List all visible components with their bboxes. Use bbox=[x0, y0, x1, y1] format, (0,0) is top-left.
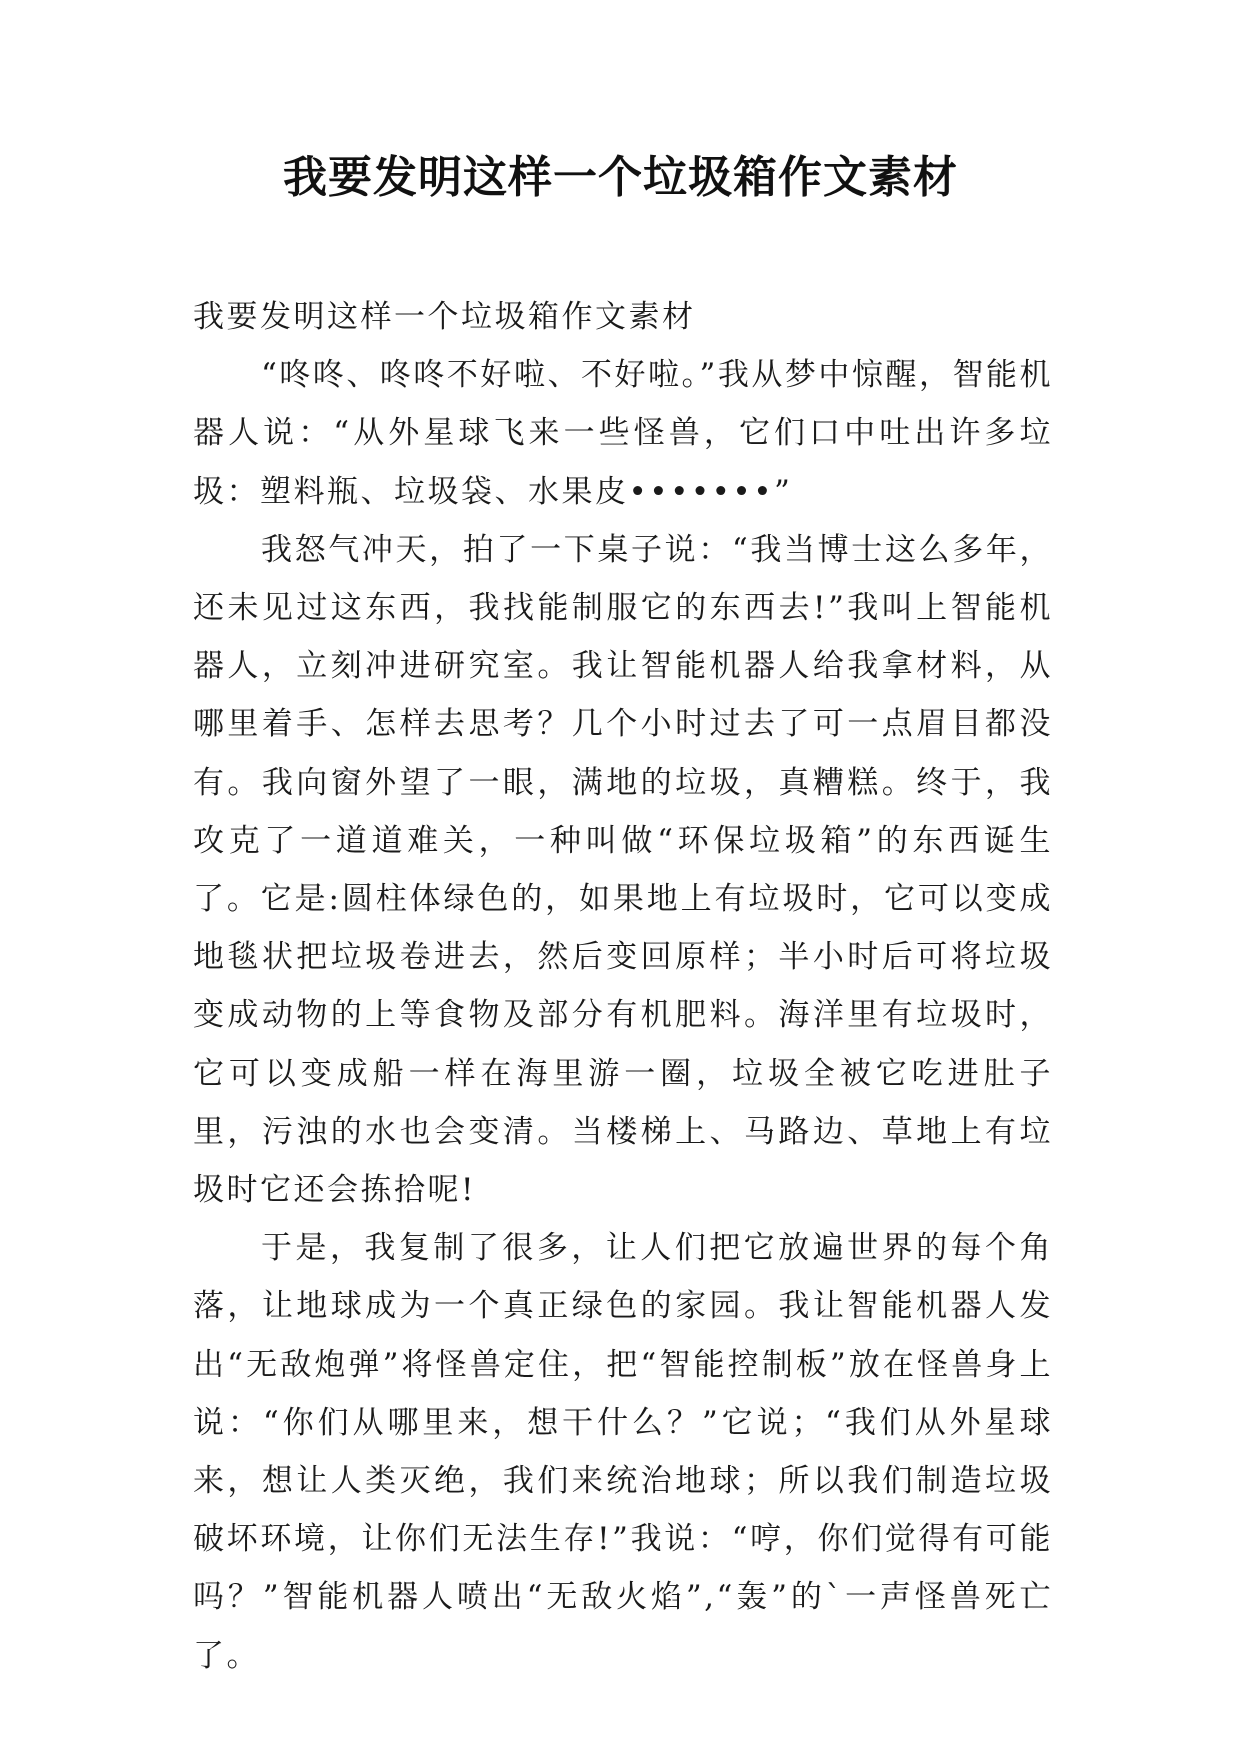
document-title: 我要发明这样一个垃圾箱作文素材 bbox=[283, 152, 958, 203]
paragraph-heading-repeat: 我要发明这样一个垃圾箱作文素材 bbox=[193, 299, 696, 335]
paragraph: 于是，我复制了很多，让人们把它放遍世界的每个角落，让地球成为一个真正绿色的家园。我让智能机器人发出“无敌炮弹”将怪兽定住，把“智能控制板”放在怪兽身上说：“你们从哪里来，想干什么？”它说；“我们从外星球来，想让人类灭绝，我们来统治地球；所以我们制造垃圾破坏环境，让你们无法生存!”我说：“哼，你们觉得有可能吗？”智能机器人喷出“无敌火焰”,“轰”的`一声怪兽死亡了。 bbox=[193, 1230, 1053, 1674]
paragraph: “咚咚、咚咚不好啦、不好啦。”我从梦中惊醒，智能机器人说：“从外星球飞来一些怪兽，它们口中吐出许多垃圾：塑料瓶、垃圾袋、水果皮•••••••” bbox=[193, 357, 1053, 510]
document-body bbox=[193, 288, 1053, 1685]
paragraph: 我怒气冲天，拍了一下桌子说：“我当博士这么多年，还未见过这东西，我找能制服它的东西去!”我叫上智能机器人，立刻冲进研究室。我让智能机器人给我拿材料，从哪里着手、怎样去思考？几个小时过去了可一点眉目都没有。我向窗外望了一眼，满地的垃圾，真糟糕。终于，我攻克了一道道难关，一种叫做“环保垃圾箱”的东西诞生了。它是:圆柱体绿色的，如果地上有垃圾时，它可以变成地毯状把垃圾卷进去，然后变回原样；半小时后可将垃圾变成动物的上等食物及部分有机肥料。海洋里有垃圾时，它可以变成船一样在海里游一圈，垃圾全被它吃进肚子里，污浊的水也会变清。当楼梯上、马路边、草地上有垃圾时它还会拣拾呢! bbox=[193, 531, 1053, 1209]
